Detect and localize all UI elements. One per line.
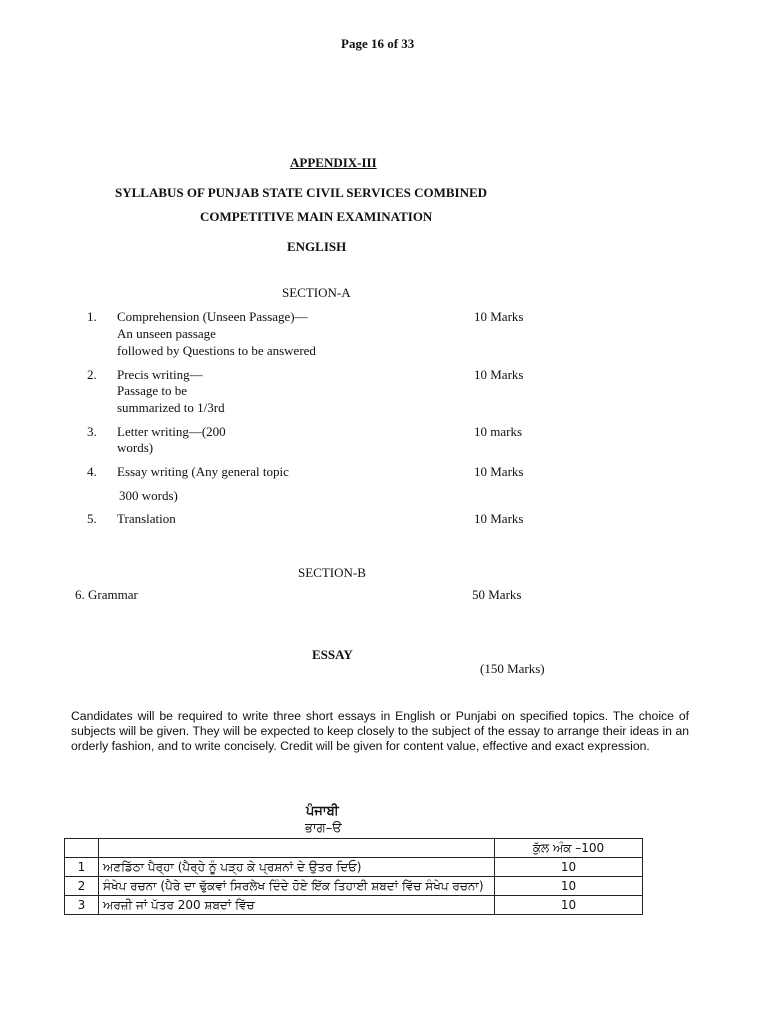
section-a-item-2-marks: 10 Marks <box>474 367 524 382</box>
row-text: ਸੰਖੇਪ ਰਚਨਾ (ਪੈਰੇ ਦਾ ਢੁੱਕਵਾਂ ਸਿਰਲੇਖ ਦਿੰਦੇ ਹੋਏ ਇੱਕ ਤਿਹਾਈ ਸ਼ਬਦਾਂ ਵਿੱਚ ਸੰਖੇਪ ਰਚਨਾ) <box>99 877 495 896</box>
row-text: ਅਣਡਿੱਠਾ ਪੈਰ੍ਹਾ (ਪੈਰ੍ਹੇ ਨੂੰ ਪੜ੍ਹ ਕੇ ਪ੍ਰਸ਼ਨਾਂ ਦੇ ਉਤਰ ਦਿਓ) <box>99 858 495 877</box>
row-text: ਅਰਜ਼ੀ ਜਾਂ ਪੱਤਰ 200 ਸ਼ਬਦਾਂ ਵਿੱਚ <box>99 896 495 915</box>
syllabus-title-line2: COMPETITIVE MAIN EXAMINATION <box>200 209 433 224</box>
punjabi-marks-table <box>64 838 643 915</box>
appendix-title: APPENDIX-III <box>290 155 377 170</box>
section-a-item-5-number: 5. <box>87 511 97 526</box>
section-b-heading: SECTION-B <box>298 565 366 580</box>
section-a-item-2-line-3: summarized to 1/3rd <box>117 400 225 415</box>
section-a-heading: SECTION-A <box>282 285 351 300</box>
punjabi-part-label: ਭਾਗ–ੳ <box>305 821 342 836</box>
section-a-item-3-line-1: Letter writing—(200 <box>117 424 226 439</box>
section-a-item-2-line-1: Precis writing— <box>117 367 203 382</box>
essay-marks: (150 Marks) <box>480 661 545 676</box>
essay-paragraph: Candidates will be required to write three short essays in English or Punjabi on specified topics. The choice of subjects will be given. They will be expected to keep closely to the subject of the essay to arrange their ideas in an orderly fashion, and to write concisely. Credit will be given for content value, effective and exact expression. <box>71 709 689 754</box>
section-a-item-4-line-2: 300 words) <box>119 488 178 503</box>
row-number: 2 <box>65 877 99 896</box>
section-a-item-5-marks: 10 Marks <box>474 511 524 526</box>
syllabus-title-line1: SYLLABUS OF PUNJAB STATE CIVIL SERVICES COMBINED <box>115 185 488 200</box>
subject-heading: ENGLISH <box>287 239 347 254</box>
section-b-marks: 50 Marks <box>472 587 522 602</box>
section-a-item-5-line-1: Translation <box>117 511 176 526</box>
punjabi-heading: ਪੰਜਾਬੀ <box>306 804 339 819</box>
row-marks: 10 <box>495 877 643 896</box>
section-a-item-3-line-2: words) <box>117 440 154 455</box>
table-cell <box>99 839 495 858</box>
section-a-item-3-number: 3. <box>87 424 97 439</box>
section-a-item-1-marks: 10 Marks <box>474 309 524 324</box>
section-a-item-4-marks: 10 Marks <box>474 464 524 479</box>
section-a-item-1-line-2: An unseen passage <box>117 326 216 341</box>
section-a-item-2-number: 2. <box>87 367 97 382</box>
section-a-item-1-line-1: Comprehension (Unseen Passage)— <box>117 309 308 324</box>
table-row <box>65 858 643 877</box>
essay-heading: ESSAY <box>312 647 353 662</box>
table-header-row <box>65 839 643 858</box>
row-marks: 10 <box>495 858 643 877</box>
section-a-item-1-line-3: followed by Questions to be answered <box>117 343 316 358</box>
section-a-item-4-line-1: Essay writing (Any general topic <box>117 464 289 479</box>
table-row <box>65 877 643 896</box>
section-b-item: 6. Grammar <box>75 587 138 602</box>
section-a-item-2-line-2: Passage to be <box>117 383 188 398</box>
total-marks-header: ਕੁੱਲ ਅੰਕ –100 <box>495 839 643 858</box>
table-cell <box>65 839 99 858</box>
section-a-item-4-number: 4. <box>87 464 97 479</box>
row-number: 1 <box>65 858 99 877</box>
page-number: Page 16 of 33 <box>341 36 415 51</box>
table-row <box>65 896 643 915</box>
row-marks: 10 <box>495 896 643 915</box>
row-number: 3 <box>65 896 99 915</box>
section-a-item-1-number: 1. <box>87 309 97 324</box>
section-a-item-3-marks: 10 marks <box>474 424 523 439</box>
